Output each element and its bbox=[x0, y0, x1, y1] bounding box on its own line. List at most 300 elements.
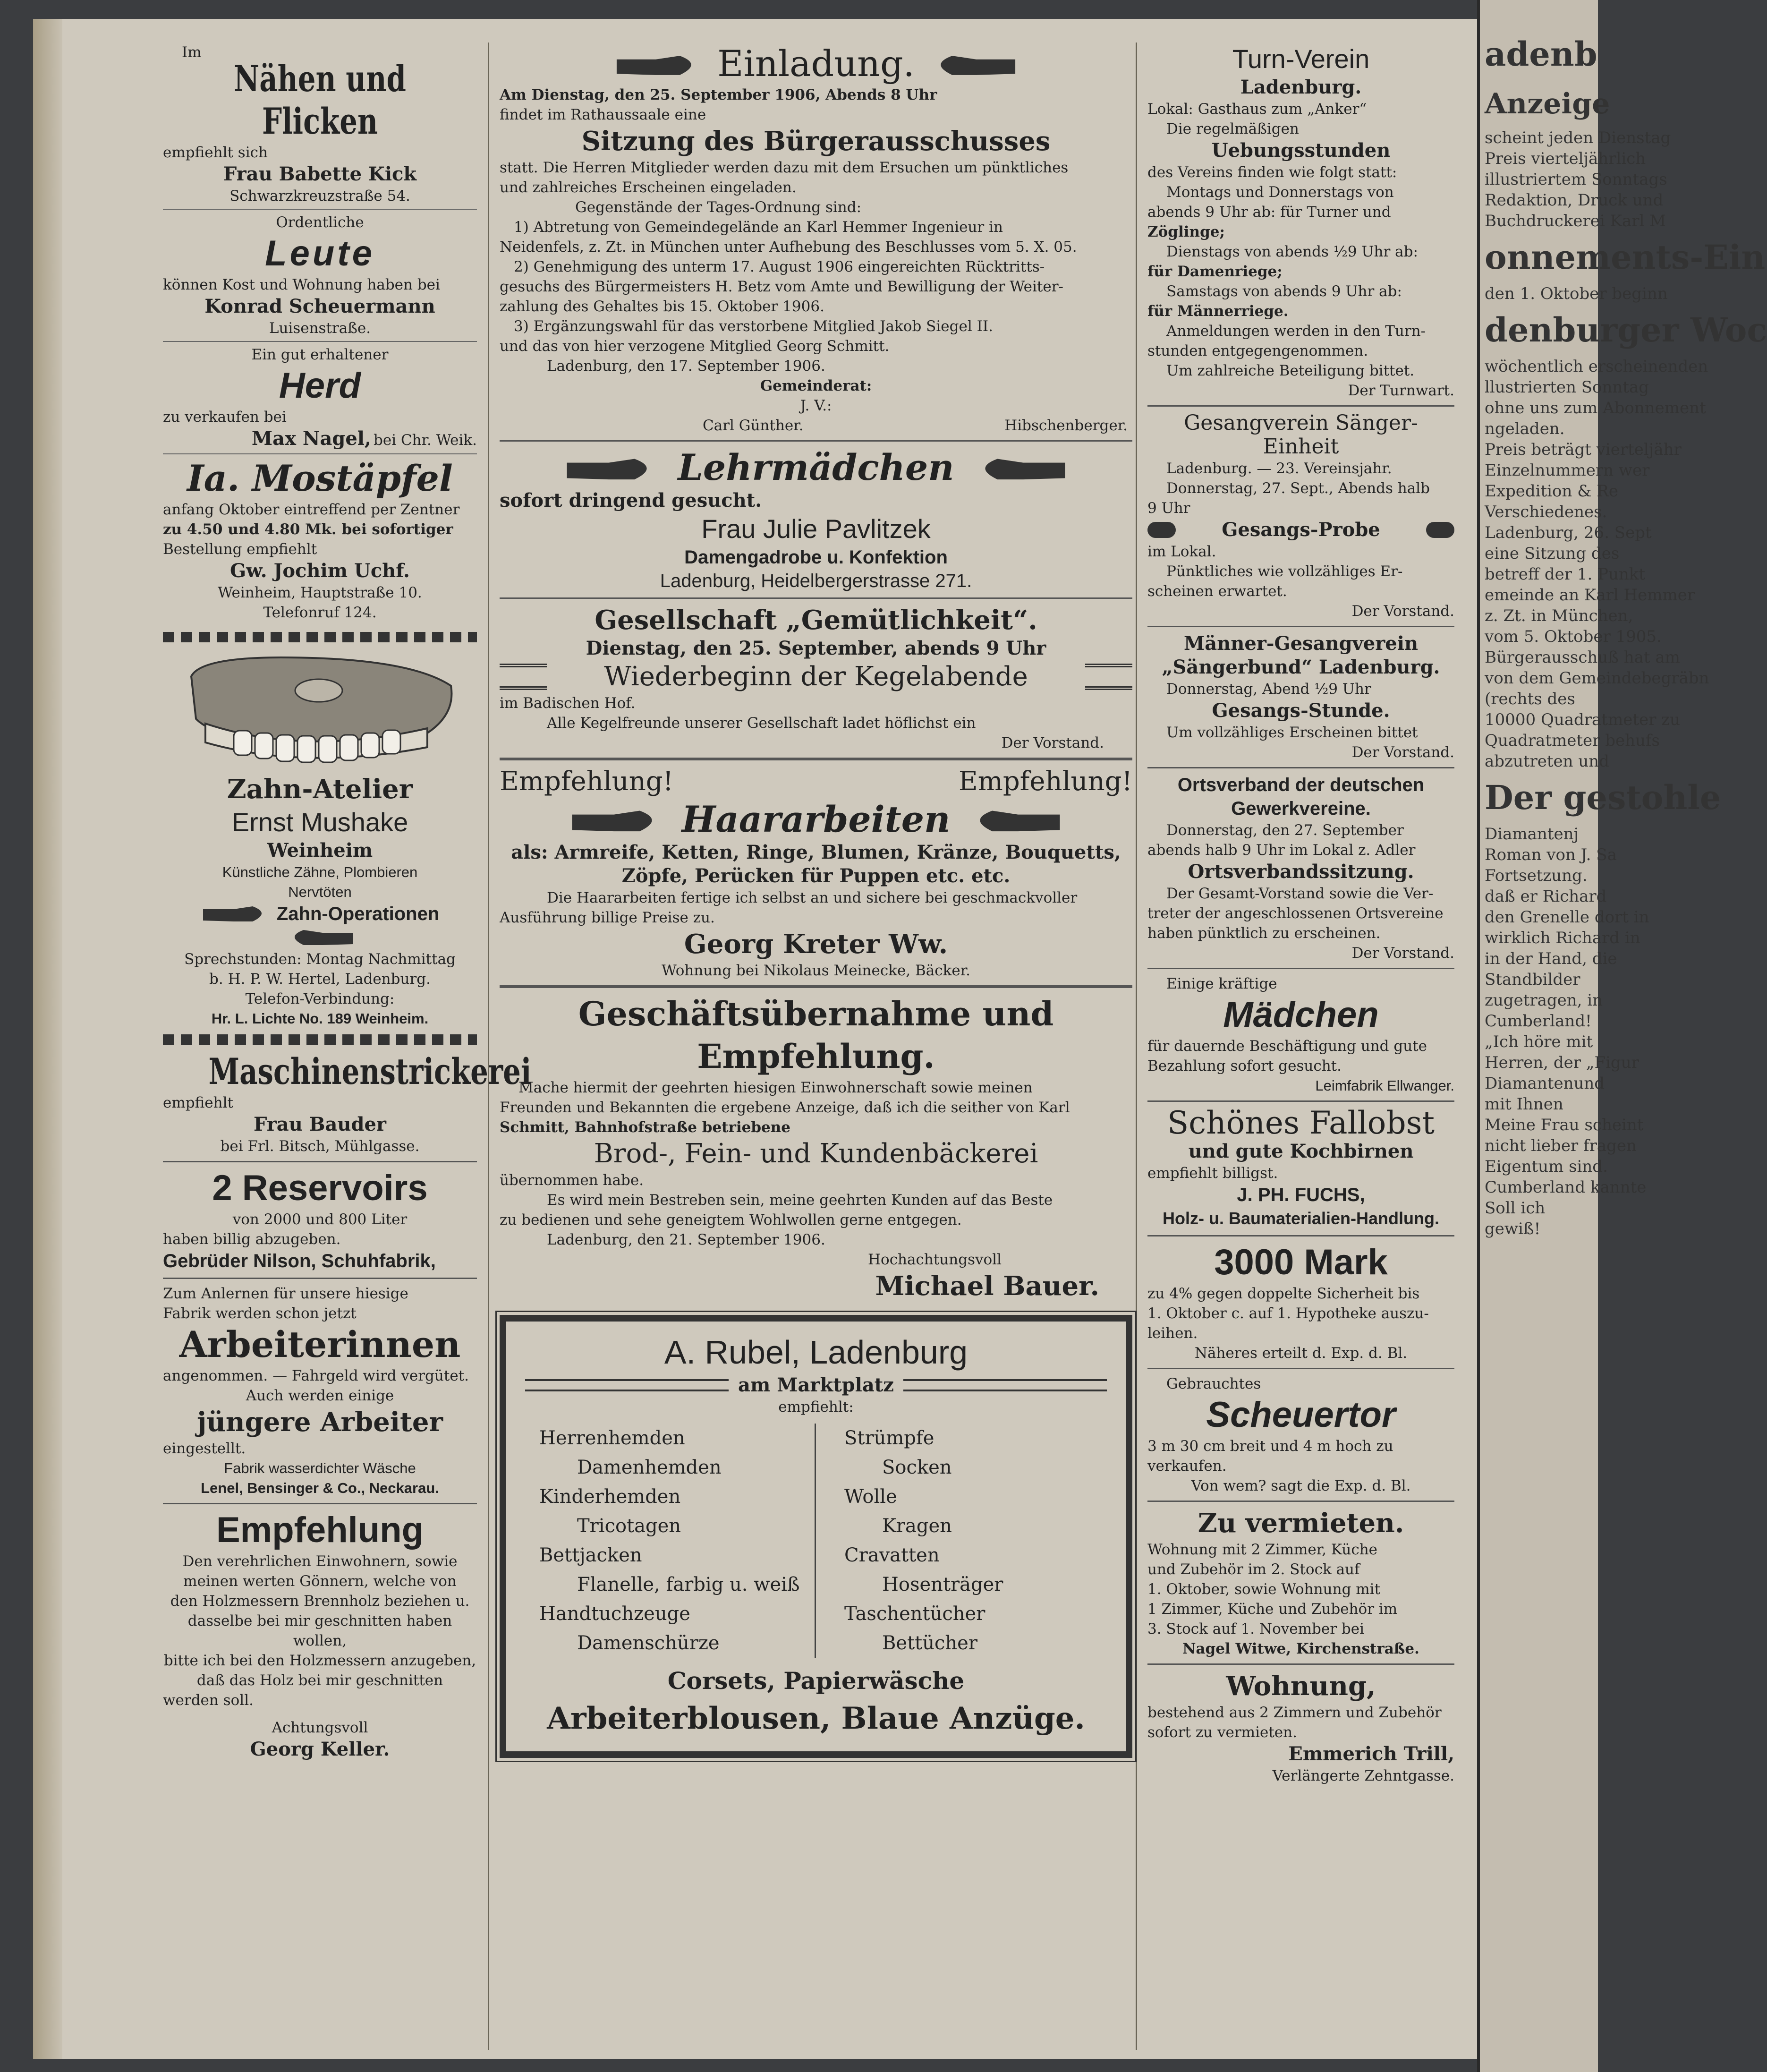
ad-text: zahlung des Gehaltes bis 15. Oktober 1906. bbox=[500, 298, 824, 315]
ad-signature: Der Vorstand. bbox=[1351, 945, 1454, 962]
divider bbox=[163, 341, 477, 342]
divider bbox=[500, 440, 1132, 442]
ad-einladung bbox=[500, 43, 1132, 435]
ad-name: Nagel Witwe, Kirchenstraße. bbox=[1182, 1640, 1419, 1657]
ad-text: Wohnung mit 2 Zimmer, Küche bbox=[1147, 1541, 1378, 1558]
ad-text: haben pünktlich zu erscheinen. bbox=[1147, 925, 1381, 942]
ad-text: Gegenstände der Tages-Ordnung sind: bbox=[575, 199, 862, 216]
ad-wohnung bbox=[1147, 1670, 1454, 1786]
ad-title: Turn-Verein bbox=[1232, 44, 1370, 74]
ad-text: für Männerriege. bbox=[1147, 303, 1289, 320]
ornament-bars bbox=[500, 664, 547, 690]
ad-text: übernommen habe. bbox=[500, 1172, 644, 1189]
ad-name: Frau Babette Kick bbox=[223, 163, 417, 185]
ad-text: Mache hiermit der geehrten hiesigen Einwohnerschaft sowie meinen bbox=[518, 1079, 1033, 1096]
ad-text: Achtungsvoll bbox=[272, 1719, 368, 1736]
ad-title: Haararbeiten bbox=[681, 798, 951, 840]
ad-3000-mark bbox=[1147, 1241, 1454, 1363]
ad-signature: Carl Günther. bbox=[703, 417, 804, 434]
ad-title: Zahn-Atelier bbox=[227, 774, 413, 805]
ad-title: 3000 Mark bbox=[1214, 1242, 1388, 1282]
ad-text: und gute Kochbirnen bbox=[1188, 1140, 1414, 1162]
ad-pre: Einige kräftige bbox=[1166, 975, 1277, 992]
ad-title: Empfehlung bbox=[216, 1510, 424, 1550]
ornament-line bbox=[903, 1379, 1107, 1391]
ad-leute bbox=[163, 213, 477, 338]
adjacent-page-line: adenb bbox=[1485, 34, 1597, 74]
ad-text: für Damenriege; bbox=[1147, 263, 1283, 280]
ad-title: Ortsverband der deutschen bbox=[1177, 775, 1425, 795]
ad-pre: Ein gut erhaltener bbox=[251, 346, 389, 363]
ad-text: abends halb 9 Uhr im Lokal z. Adler bbox=[1147, 842, 1416, 859]
product-item: Tricotagen bbox=[577, 1515, 681, 1537]
product-item: Bettjacken bbox=[539, 1544, 642, 1566]
ad-text: findet im Rathaussaale eine bbox=[500, 106, 706, 123]
adjacent-page-line: wirklich Richard in bbox=[1485, 929, 1640, 947]
pointing-hand-icon bbox=[201, 904, 272, 925]
ad-text: bei Chr. Weik. bbox=[374, 432, 477, 449]
adjacent-page-line: Expedition & Re bbox=[1485, 482, 1619, 501]
ad-signature: Der Turnwart. bbox=[1348, 382, 1454, 399]
ad-address: Luisenstraße. bbox=[269, 320, 371, 337]
pointing-hand-icon bbox=[926, 53, 1020, 80]
ad-text: Dienstags von abends ½9 Uhr ab: bbox=[1166, 243, 1418, 260]
ad-title: Geschäftsübernahme und bbox=[578, 994, 1054, 1033]
product-list-right bbox=[816, 1424, 1107, 1658]
ad-title: Mädchen bbox=[1223, 995, 1379, 1035]
ad-title: Scheuertor bbox=[1206, 1395, 1396, 1435]
ad-name: Georg Kreter Ww. bbox=[684, 929, 948, 960]
ad-text: Lokal: Gasthaus zum „Anker“ bbox=[1147, 101, 1367, 118]
ad-address: Weinheim, Hauptstraße 10. bbox=[218, 584, 422, 601]
adjacent-page-line: Standbilder bbox=[1485, 970, 1580, 989]
product-item: Bettücher bbox=[882, 1632, 977, 1654]
ornament-bars bbox=[1085, 664, 1132, 690]
ad-address: Schwarzkreuzstraße 54. bbox=[229, 188, 410, 205]
adjacent-page-line: Preis beträgt vierteljähr bbox=[1485, 440, 1682, 459]
ad-signature: Hibschenberger. bbox=[1004, 417, 1128, 434]
ad-title: Wohnung, bbox=[1226, 1671, 1376, 1702]
ad-title: 2 Reservoirs bbox=[212, 1168, 428, 1208]
adjacent-page-line: Redaktion, Druck und bbox=[1485, 191, 1664, 210]
ad-text: zu 4% gegen doppelte Sicherheit bis bbox=[1147, 1285, 1420, 1302]
pointing-hand-icon bbox=[565, 808, 669, 836]
ad-name: Lenel, Bensinger & Co., Neckarau. bbox=[201, 1480, 439, 1496]
product-list bbox=[525, 1424, 1107, 1658]
adjacent-page-line: illustriertem Sonntags bbox=[1485, 170, 1667, 189]
divider bbox=[163, 1503, 477, 1504]
ad-text: scheinen erwartet. bbox=[1147, 583, 1287, 600]
divider bbox=[1147, 1235, 1454, 1236]
divider bbox=[163, 1278, 477, 1279]
ad-text: und Zubehör im 2. Stock auf bbox=[1147, 1561, 1360, 1578]
product-list-left bbox=[525, 1424, 816, 1658]
divider bbox=[1147, 626, 1454, 627]
ad-text: Telefon-Verbindung: bbox=[245, 990, 395, 1007]
adjacent-page-line: Buchdruckerei Karl M bbox=[1485, 212, 1666, 230]
ad-name: Leimfabrik Ellwanger. bbox=[1315, 1077, 1454, 1094]
ad-text: und zahlreiches Erscheinen eingeladen. bbox=[500, 179, 797, 196]
ad-text: Schmitt, Bahnhofstraße betriebene bbox=[500, 1119, 790, 1136]
ad-herd bbox=[163, 345, 477, 451]
ad-arbeiterinnen bbox=[163, 1284, 477, 1498]
adjacent-page-line: emeinde an Karl Hemmer bbox=[1485, 586, 1695, 605]
adjacent-page-line: Diamantenj bbox=[1485, 825, 1579, 844]
ad-title: Arbeiterinnen bbox=[179, 1323, 461, 1365]
adjacent-page-strip bbox=[1477, 0, 1767, 2072]
ad-name: Frau Bauder bbox=[254, 1113, 386, 1135]
adjacent-page-line: scheint jeden Dienstag bbox=[1485, 128, 1671, 147]
adjacent-page-line: in der Hand, die bbox=[1485, 949, 1617, 968]
adjacent-page-line: ngeladen. bbox=[1485, 419, 1565, 438]
ornament-dot-icon bbox=[1426, 522, 1454, 538]
ad-text: Donnerstag, den 27. September bbox=[1166, 822, 1404, 839]
adjacent-page-line: Herren, der „Figur bbox=[1485, 1053, 1639, 1072]
ad-text: abends 9 Uhr ab: für Turner und bbox=[1147, 204, 1391, 221]
ad-text: 2) Genehmigung des unterm 17. August 1906 eingereichten Rücktritts- bbox=[514, 258, 1045, 275]
ad-name: J. PH. FUCHS, bbox=[1237, 1185, 1365, 1205]
ad-text: Damengadrobe u. Konfektion bbox=[684, 547, 948, 568]
ad-title: Empfehlung. bbox=[697, 1037, 935, 1076]
ad-text: Ausführung billige Preise zu. bbox=[500, 909, 715, 926]
ad-text: Ladenburg. — 23. Vereinsjahr. bbox=[1166, 460, 1392, 477]
ad-text: Um zahlreiche Beteiligung bittet. bbox=[1166, 362, 1415, 379]
ornament-border bbox=[163, 632, 477, 642]
ad-text: J. V.: bbox=[800, 397, 832, 414]
ad-text: haben billig abzugeben. bbox=[163, 1231, 341, 1248]
adjacent-page-line: denburger Woc bbox=[1485, 310, 1767, 350]
ad-title: Sitzung des Bürgerausschusses bbox=[581, 126, 1051, 157]
column-right bbox=[1147, 43, 1454, 1786]
ad-text: Anmeldungen werden in den Turn- bbox=[1166, 323, 1426, 340]
ad-fallobst bbox=[1147, 1107, 1454, 1230]
ad-haararbeiten bbox=[500, 765, 1132, 981]
divider bbox=[163, 209, 477, 210]
ad-name: Emmerich Trill, bbox=[1288, 1743, 1454, 1765]
product-item: Cravatten bbox=[844, 1544, 940, 1566]
adjacent-page-line: Anzeige bbox=[1485, 87, 1610, 120]
ad-gemuetlichkeit bbox=[500, 604, 1132, 753]
ad-geschaeftsuebernahme bbox=[500, 993, 1132, 1303]
adjacent-page-line: vom 5. Oktober 1905. bbox=[1485, 627, 1662, 646]
ad-footer: Arbeiterblousen, Blaue Anzüge. bbox=[547, 1701, 1085, 1736]
adjacent-page-line: Verschiedenes. bbox=[1485, 503, 1607, 521]
ad-title: Empfehlung! bbox=[500, 766, 674, 797]
ad-text: treter der angeschlossenen Ortsvereine bbox=[1147, 905, 1444, 922]
divider bbox=[1147, 405, 1454, 407]
ad-text: empfiehlt bbox=[163, 1094, 233, 1111]
ad-text: zu 4.50 und 4.80 Mk. bei sofortiger bbox=[163, 521, 453, 538]
ad-name: Max Nagel, bbox=[251, 427, 371, 450]
divider bbox=[500, 597, 1132, 599]
ad-text: Donnerstag, 27. Sept., Abends halb bbox=[1166, 480, 1430, 497]
ad-subtitle: am Marktplatz bbox=[738, 1374, 894, 1396]
ad-text: den Holzmessern Brennholz beziehen u. bbox=[170, 1593, 470, 1610]
ad-text: des Vereins finden wie folgt statt: bbox=[1147, 164, 1397, 181]
ad-text: Gemeinderat: bbox=[760, 377, 872, 394]
ornament-dot-icon bbox=[1147, 522, 1176, 538]
ad-empfehlung-holz bbox=[163, 1509, 477, 1761]
ad-text: angenommen. — Fahrgeld wird vergütet. bbox=[163, 1367, 469, 1384]
ad-text: meinen werten Gönnern, welche von bbox=[183, 1573, 457, 1590]
ad-title: Maschinenstrickerei bbox=[208, 1050, 532, 1092]
ad-address: Verlängerte Zehntgasse. bbox=[1272, 1767, 1454, 1784]
ad-ortsverband bbox=[1147, 773, 1454, 963]
ad-turnverein bbox=[1147, 43, 1454, 401]
ad-city: Weinheim bbox=[267, 839, 373, 861]
ad-text: Hochachtungsvoll bbox=[868, 1251, 1002, 1268]
ad-text: Künstliche Zähne, Plombieren bbox=[222, 864, 418, 880]
ad-title: jüngere Arbeiter bbox=[196, 1407, 443, 1438]
column-left bbox=[163, 43, 532, 1761]
ad-text: Montags und Donnerstags von bbox=[1166, 184, 1394, 201]
ad-name: Konrad Scheuermann bbox=[204, 295, 435, 317]
ad-title: Herd bbox=[279, 366, 361, 406]
ad-title: „Sängerbund“ Ladenburg. bbox=[1162, 656, 1440, 678]
adjacent-page-line: 10000 Quadratmeter zu bbox=[1485, 710, 1680, 729]
ad-title: Gesellschaft „Gemütlichkeit“. bbox=[595, 605, 1037, 636]
page-binding-edge bbox=[33, 19, 62, 2059]
product-item: Taschentücher bbox=[844, 1603, 985, 1625]
adjacent-page-line: abzutreten und bbox=[1485, 752, 1609, 771]
ad-text: Ladenburg, den 17. September 1906. bbox=[547, 358, 825, 375]
ad-title: Empfehlung! bbox=[958, 766, 1132, 797]
product-item: Hosenträger bbox=[882, 1574, 1003, 1595]
ad-text: im Lokal. bbox=[1147, 543, 1216, 560]
divider bbox=[163, 1161, 477, 1162]
ornament-border bbox=[163, 1034, 477, 1045]
ad-title: Ortsverbandssitzung. bbox=[1188, 861, 1414, 883]
denture-illustration bbox=[163, 648, 477, 771]
ad-saenger-einheit bbox=[1147, 411, 1454, 621]
ad-text: 1 Zimmer, Küche und Zubehör im bbox=[1147, 1601, 1398, 1618]
ad-text: Dienstag, den 25. September, abends 9 Uhr bbox=[586, 637, 1046, 659]
pointing-hand-icon bbox=[966, 456, 1074, 485]
adjacent-page-line: den 1. Oktober beginn bbox=[1485, 284, 1668, 303]
adjacent-page-line: zugetragen, in bbox=[1485, 991, 1603, 1010]
ad-naehen-flicken bbox=[163, 43, 477, 206]
ad-address: bei Frl. Bitsch, Mühlgasse. bbox=[220, 1138, 420, 1155]
adjacent-page-line: Cumberland! bbox=[1485, 1012, 1592, 1031]
adjacent-page-line: llustrierten Sonntag bbox=[1485, 378, 1649, 397]
ad-name: Georg Keller. bbox=[250, 1738, 390, 1760]
ornament-line bbox=[525, 1379, 729, 1391]
pointing-hand-icon bbox=[285, 928, 356, 949]
ad-signature: Der Vorstand. bbox=[1001, 734, 1104, 751]
ad-text: als: Armreife, Ketten, Ringe, Blumen, Kränze, Bouquetts, bbox=[511, 841, 1121, 863]
ad-reservoirs bbox=[163, 1167, 477, 1273]
product-item: Damenhemden bbox=[577, 1457, 722, 1478]
adjacent-page-text bbox=[1480, 0, 1767, 1239]
ad-subtitle: Ladenburg. bbox=[1240, 76, 1362, 98]
ad-text: Zöglinge; bbox=[1147, 223, 1225, 240]
ad-maedchen bbox=[1147, 974, 1454, 1096]
ad-text: Ladenburg, den 21. September 1906. bbox=[547, 1231, 825, 1248]
ad-name: Frau Julie Pavlitzek bbox=[701, 514, 931, 544]
ad-text: Nervtöten bbox=[288, 884, 352, 900]
ad-text: Es wird mein Bestreben sein, meine geehrten Kunden auf das Beste bbox=[547, 1192, 1053, 1209]
adjacent-page-line: z. Zt. in München, bbox=[1485, 606, 1633, 625]
ad-text: statt. Die Herren Mitglieder werden dazu mit dem Ersuchen um pünktliches bbox=[500, 159, 1069, 176]
ad-title: Gesangs-Stunde. bbox=[1212, 699, 1390, 722]
ad-lehrmaedchen bbox=[500, 446, 1132, 593]
ad-text: zu verkaufen bei bbox=[163, 409, 287, 426]
ad-text: eingestellt. bbox=[163, 1440, 246, 1457]
adjacent-page-line: wöchentlich erscheinenden bbox=[1485, 357, 1708, 376]
ad-text: Zahn-Operationen bbox=[276, 904, 440, 924]
ad-title: Leute bbox=[265, 233, 375, 273]
ad-text: für dauernde Beschäftigung und gute bbox=[1147, 1038, 1427, 1055]
ad-pre: Gebrauchtes bbox=[1166, 1375, 1261, 1392]
ad-mostaepfel bbox=[163, 457, 477, 622]
ad-text: Die regelmäßigen bbox=[1166, 120, 1299, 137]
ad-text: Am Dienstag, den 25. September 1906, Abends 8 Uhr bbox=[500, 86, 937, 103]
ad-text: b. H. P. W. Hertel, Ladenburg. bbox=[209, 971, 431, 988]
ad-title: Gesangverein Sänger-Einheit bbox=[1184, 411, 1418, 459]
product-item: Strümpfe bbox=[844, 1427, 934, 1449]
ad-text: 1) Abtretung von Gemeindegelände an Karl Hemmer Ingenieur in bbox=[514, 219, 1003, 236]
ad-text: anfang Oktober eintreffend per Zentner bbox=[163, 501, 460, 518]
ad-text: 3) Ergänzungswahl für das verstorbene Mitglied Jakob Siegel II. bbox=[514, 318, 993, 335]
ad-text: verkaufen. bbox=[1147, 1458, 1227, 1475]
ad-footer: Corsets, Papierwäsche bbox=[667, 1667, 965, 1695]
adjacent-page-line: onnements-Ein bbox=[1485, 238, 1766, 277]
ad-title: Lehrmädchen bbox=[678, 446, 954, 488]
adjacent-page-line: Eigentum sind. bbox=[1485, 1157, 1608, 1176]
ad-title: Schönes Fallobst bbox=[1167, 1105, 1435, 1141]
divider bbox=[1147, 1368, 1454, 1369]
ad-text: Donnerstag, Abend ½9 Uhr bbox=[1166, 681, 1371, 698]
adjacent-page-line: mit Ihnen bbox=[1485, 1095, 1563, 1114]
ad-title: Zu vermieten. bbox=[1198, 1508, 1404, 1539]
ad-text: Neidenfels, z. Zt. in München unter Aufhebung des Beschlusses vom 5. X. 05. bbox=[500, 239, 1077, 256]
ad-signature: Der Vorstand. bbox=[1351, 603, 1454, 620]
adjacent-page-line: Bürgerausschuß hat am bbox=[1485, 648, 1680, 667]
ad-name: Ernst Mushake bbox=[231, 807, 408, 837]
adjacent-page-line: Cumberland kannte bbox=[1485, 1178, 1647, 1197]
adjacent-page-line: Quadratmeter behufs bbox=[1485, 731, 1660, 750]
ad-text: 3. Stock auf 1. November bei bbox=[1147, 1620, 1365, 1637]
ad-text: 3 m 30 cm breit und 4 m hoch zu bbox=[1147, 1438, 1393, 1455]
ad-name: Gw. Jochim Uchf. bbox=[230, 560, 410, 582]
ad-text: von 2000 und 800 Liter bbox=[232, 1211, 408, 1228]
ad-text: bestehend aus 2 Zimmern und Zubehör bbox=[1147, 1704, 1442, 1721]
product-item: Herrenhemden bbox=[539, 1427, 685, 1449]
adjacent-page-line: Soll ich bbox=[1485, 1199, 1546, 1218]
ad-text: im Badischen Hof. bbox=[500, 695, 636, 712]
product-item: Flanelle, farbig u. weiß bbox=[577, 1574, 800, 1595]
ad-text: Fabrik wasserdichter Wäsche bbox=[224, 1460, 416, 1476]
ad-text: 9 Uhr bbox=[1147, 500, 1190, 517]
product-item: Wolle bbox=[844, 1486, 897, 1508]
ad-signature: Der Vorstand. bbox=[1351, 744, 1454, 761]
adjacent-page-line: Diamantenund bbox=[1485, 1074, 1605, 1093]
ad-text: Fabrik werden schon jetzt bbox=[163, 1305, 357, 1322]
adjacent-page-line: (rechts des bbox=[1485, 690, 1575, 708]
ad-text: Von wem? sagt die Exp. d. Bl. bbox=[1191, 1477, 1411, 1494]
ad-title: Männer-Gesangverein bbox=[1183, 632, 1419, 655]
adjacent-page-line: Ladenburg, 26. Sept bbox=[1485, 523, 1652, 542]
ad-text: leihen. bbox=[1147, 1325, 1198, 1342]
ad-text: Sprechstunden: Montag Nachmittag bbox=[184, 951, 456, 968]
ad-scheuertor bbox=[1147, 1374, 1454, 1496]
ad-name: Gebrüder Nilson, Schuhfabrik, bbox=[163, 1251, 436, 1271]
adjacent-page-line: Preis vierteljährlich bbox=[1485, 149, 1646, 168]
ad-maschinenstrickerei bbox=[163, 1050, 532, 1156]
ad-text: Näheres erteilt d. Exp. d. Bl. bbox=[1194, 1345, 1408, 1362]
ad-text: Bestellung empfiehlt bbox=[163, 541, 317, 558]
adjacent-page-line: eine Sitzung des bbox=[1485, 544, 1620, 563]
column-rule-2 bbox=[1136, 43, 1137, 2050]
ad-text: können Kost und Wohnung haben bei bbox=[163, 276, 440, 293]
ad-text: und das von hier verzogene Mitglied Georg Schmitt. bbox=[500, 338, 890, 355]
ad-rubel-box bbox=[500, 1315, 1132, 1758]
ad-title: Gewerkvereine. bbox=[1231, 798, 1371, 819]
ad-phone: Hr. L. Lichte No. 189 Weinheim. bbox=[211, 1010, 429, 1027]
ad-text: sofort dringend gesucht. bbox=[500, 489, 762, 512]
ad-title: Nähen und Flicken bbox=[234, 58, 406, 142]
ad-address: Wohnung bei Nikolaus Meinecke, Bäcker. bbox=[661, 962, 971, 979]
ad-text: empfiehlt: bbox=[778, 1398, 854, 1415]
ad-text: Um vollzähliges Erscheinen bittet bbox=[1166, 724, 1418, 741]
ad-title: Gesangs-Probe bbox=[1222, 519, 1380, 541]
ad-title: Brod-, Fein- und Kundenbäckerei bbox=[594, 1138, 1038, 1169]
adjacent-page-line: daß er Richard bbox=[1485, 887, 1607, 906]
product-item: Kinderhemden bbox=[539, 1486, 681, 1508]
pointing-hand-icon bbox=[612, 53, 706, 80]
ad-text: sofort zu vermieten. bbox=[1147, 1724, 1297, 1741]
ad-zu-vermieten bbox=[1147, 1507, 1454, 1659]
ad-name: Michael Bauer. bbox=[875, 1270, 1099, 1302]
ad-address: Ladenburg, Heidelbergerstrasse 271. bbox=[660, 571, 972, 591]
adjacent-page-line: Fortsetzung. bbox=[1485, 866, 1588, 885]
divider bbox=[1147, 968, 1454, 969]
ad-text: Pünktliches wie vollzähliges Er- bbox=[1166, 563, 1403, 580]
ad-text: Zum Anlernen für unsere hiesige bbox=[163, 1285, 408, 1302]
adjacent-page-line: „Ich höre mit bbox=[1485, 1032, 1593, 1051]
ad-text: zu bedienen und sehe geneigtem Wohlwollen gerne entgegen. bbox=[500, 1211, 962, 1228]
pointing-hand-icon bbox=[963, 808, 1067, 836]
ad-text: empfiehlt sich bbox=[163, 144, 268, 161]
product-item: Damenschürze bbox=[577, 1632, 720, 1654]
adjacent-page-line: nicht lieber fragen bbox=[1485, 1136, 1637, 1155]
product-item: Handtuchzeuge bbox=[539, 1603, 690, 1625]
ad-text: Den verehrlichen Einwohnern, sowie bbox=[182, 1553, 458, 1570]
adjacent-page-line: den Grenelle dort in bbox=[1485, 908, 1649, 927]
divider bbox=[500, 985, 1132, 988]
product-item: Kragen bbox=[882, 1515, 952, 1537]
ad-text: stunden entgegengenommen. bbox=[1147, 342, 1368, 359]
ad-text: bitte ich bei den Holzmessern anzugeben, bbox=[163, 1652, 476, 1669]
column-middle bbox=[500, 43, 1132, 1758]
pointing-hand-icon bbox=[558, 456, 666, 485]
adjacent-page-line: Meine Frau scheint bbox=[1485, 1116, 1644, 1134]
ad-text: Auch werden einige bbox=[246, 1387, 394, 1404]
ad-text: Zöpfe, Perücken für Puppen etc. etc. bbox=[621, 865, 1011, 887]
adjacent-page-line: von dem Gemeindebegräbn bbox=[1485, 669, 1709, 688]
adjacent-page-line: Roman von J. Sa bbox=[1485, 845, 1617, 864]
ad-pre: Ordentliche bbox=[276, 214, 364, 231]
adjacent-page-line: Einzelnummern wer bbox=[1485, 461, 1650, 480]
ad-phone: Telefonruf 124. bbox=[263, 604, 377, 621]
ad-text: Alle Kegelfreunde unserer Gesellschaft ladet höflichst ein bbox=[547, 715, 976, 732]
ad-saengerbund bbox=[1147, 632, 1454, 762]
ad-title: Ia. Mostäpfel bbox=[187, 457, 453, 499]
ad-text: Samstags von abends 9 Uhr ab: bbox=[1166, 283, 1402, 300]
ad-text: daß das Holz bei mir geschnitten bbox=[196, 1672, 443, 1689]
ad-text: Bezahlung sofort gesucht. bbox=[1147, 1057, 1342, 1074]
ad-text: empfiehlt billigst. bbox=[1147, 1165, 1278, 1182]
